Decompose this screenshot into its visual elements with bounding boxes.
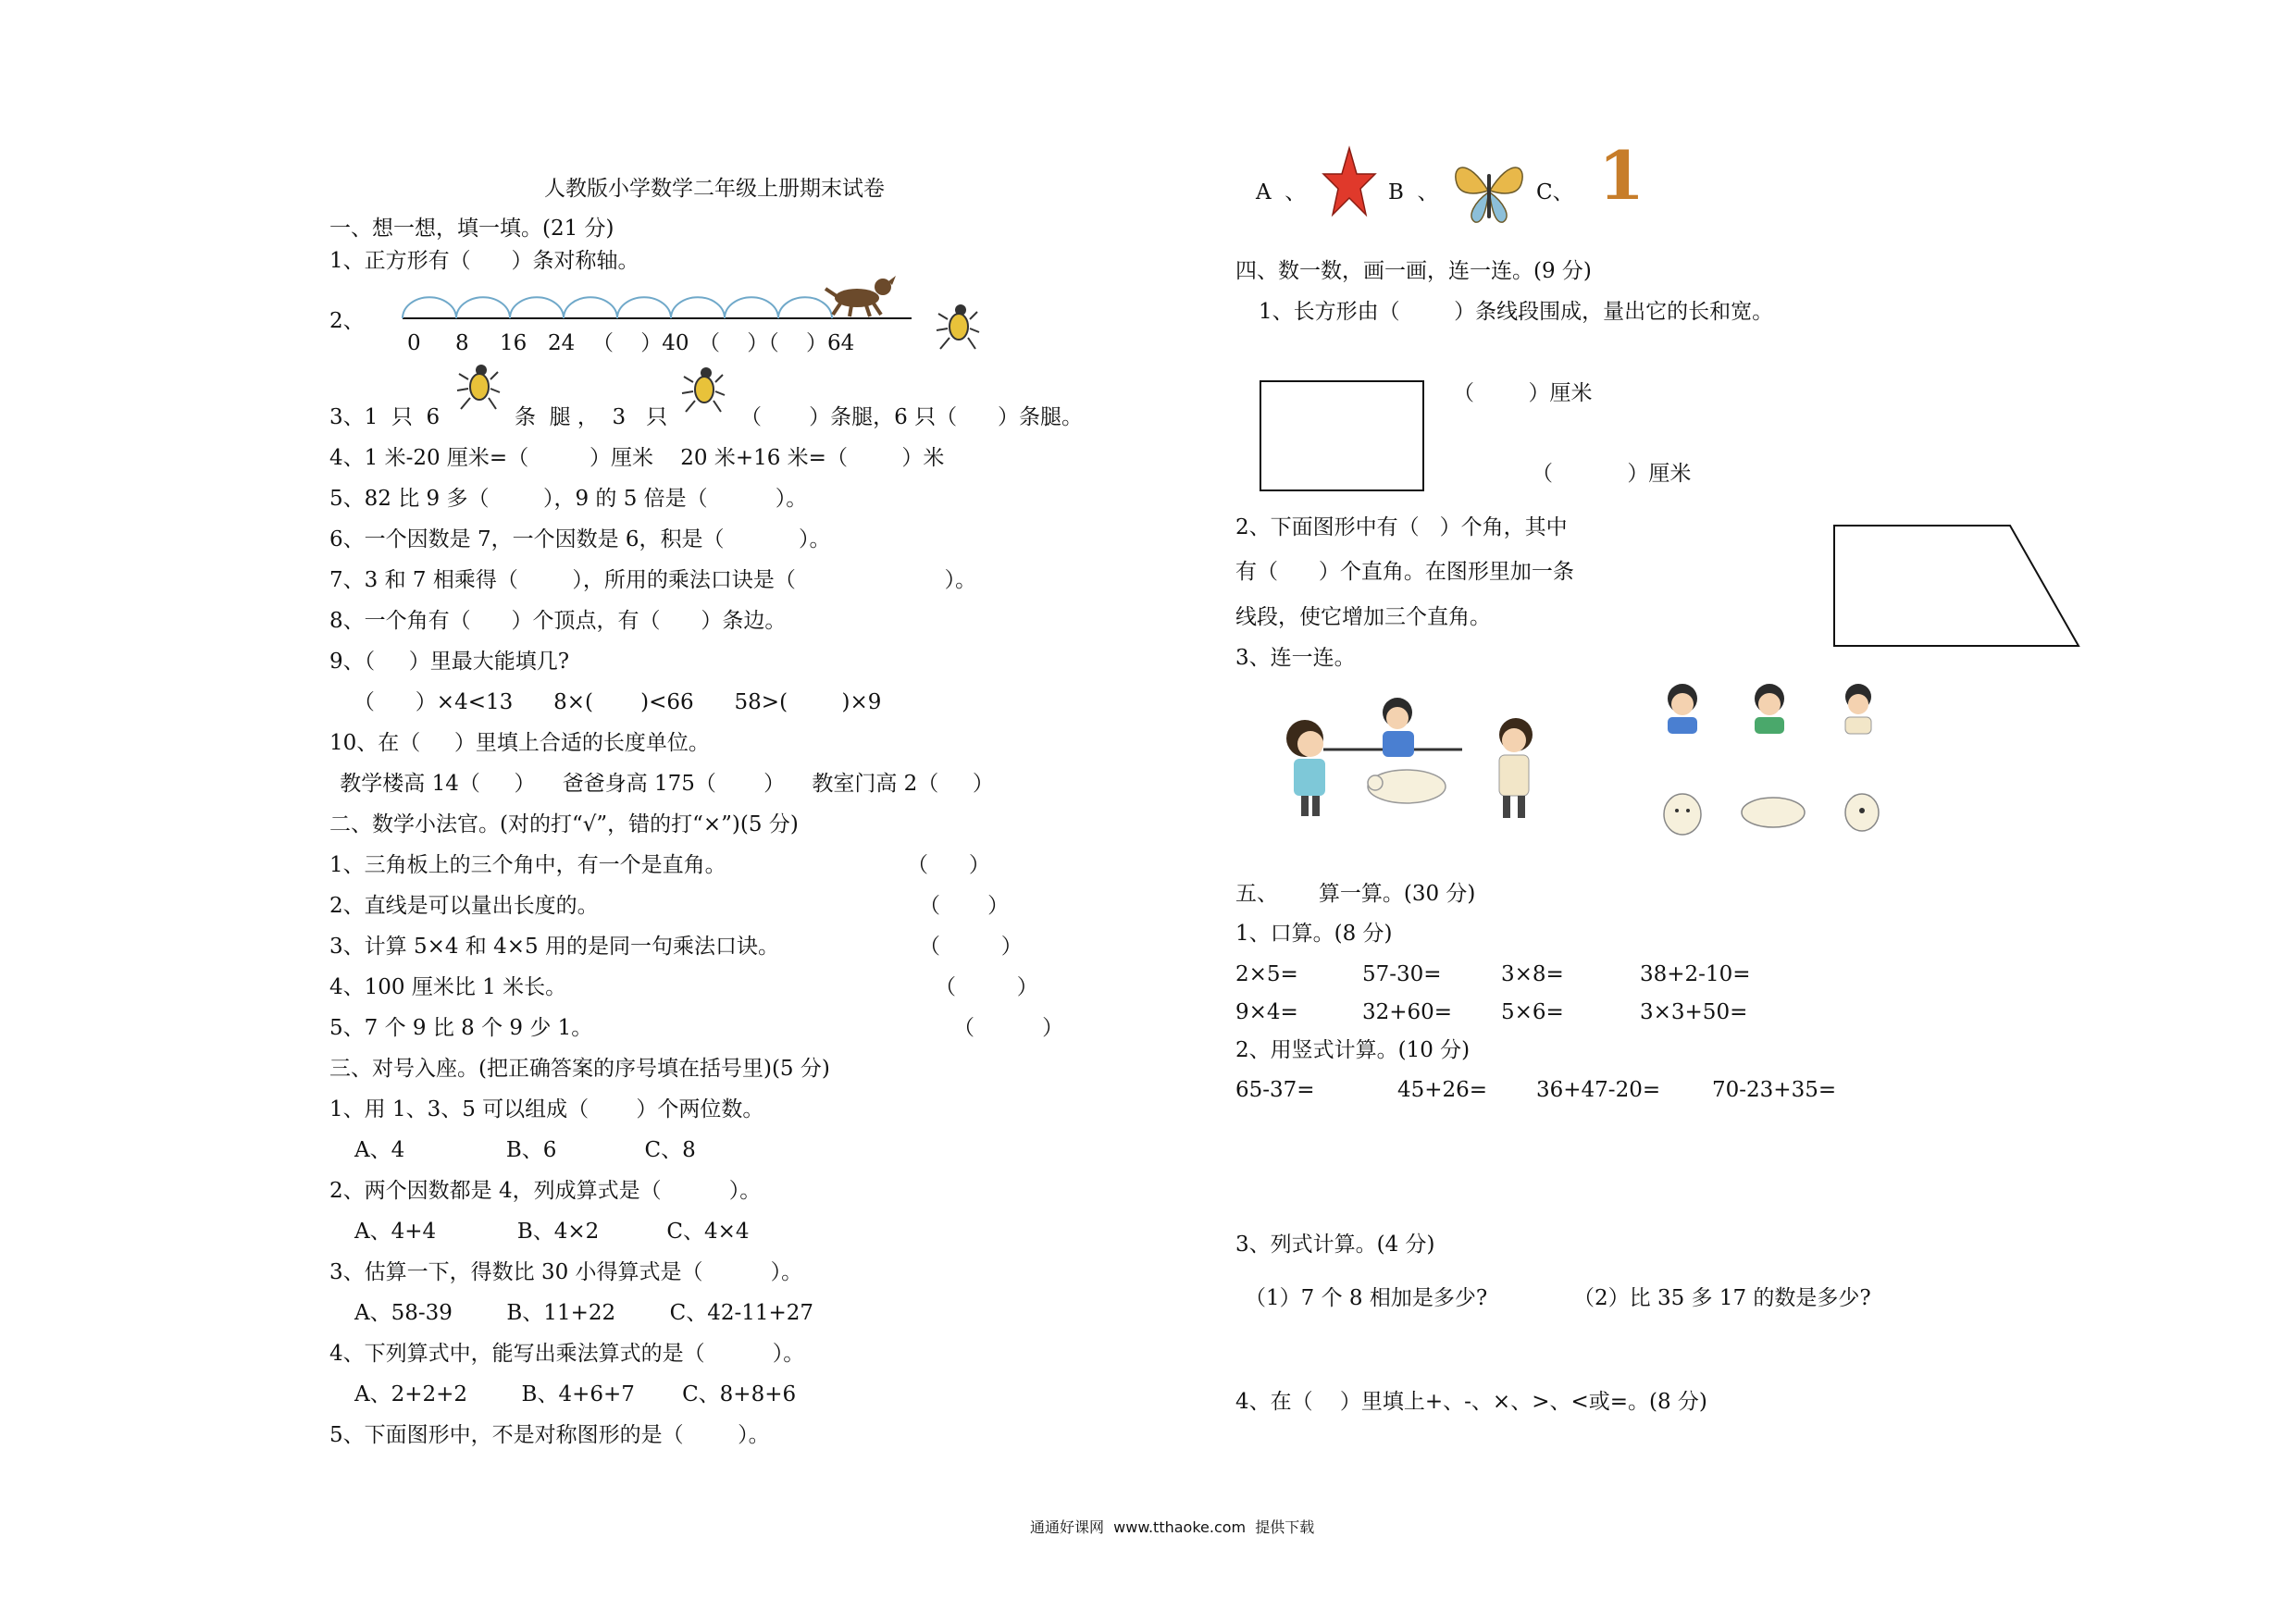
oral-2-4: 3×3+50=	[1640, 1000, 1748, 1024]
word-problem-2: （2）比 35 多 17 的数是多少?	[1573, 1286, 1871, 1310]
question-1-3-part-a: 3、1 只 6	[329, 405, 441, 429]
question-1-10: 10、在（ ）里填上合适的长度单位。	[329, 731, 710, 755]
question-4-2-line-3: 线段，使它增加三个直角。	[1235, 605, 1491, 629]
judge-item-5: 5、7 个 9 比 8 个 9 少 1。	[329, 1016, 593, 1040]
vertical-calc-1: 65-37=	[1235, 1078, 1315, 1102]
question-1-8: 8、一个角有（ ）个顶点，有（ ）条边。	[329, 609, 787, 633]
section-3-heading: 三、对号入座。(把正确答案的序号填在括号里)(5 分)	[329, 1057, 830, 1081]
butterfly-icon	[1449, 155, 1529, 226]
tick-64-blanks: （ ）（ ）64	[699, 331, 855, 355]
judge-item-4: 4、100 厘米比 1 米长。	[329, 975, 567, 999]
section-2-heading: 二、数学小法官。(对的打“√”，错的打“×”)(5 分)	[329, 812, 799, 836]
oral-1-1: 2×5=	[1235, 962, 1298, 986]
choice-question-3: 3、估算一下，得数比 30 小得算式是（ ）。	[329, 1260, 803, 1284]
star-icon	[1322, 146, 1377, 218]
question-1-9-items: （ ）×4<13 8×( )<66 58>( )×9	[333, 690, 882, 714]
question-1-5: 5、82 比 9 多（ ），9 的 5 倍是（ ）。	[329, 487, 808, 511]
tick-40-blank: （ ）40	[592, 331, 689, 355]
lamb-views	[1657, 785, 1897, 840]
question-1-10-items: 教学楼高 14（ ） 爸爸身高 175（ ） 教室门高 2（ ）	[333, 772, 994, 796]
oral-2-2: 32+60=	[1362, 1000, 1453, 1024]
option-a-label: A 、	[1256, 180, 1307, 204]
judge-item-2: 2、直线是可以量出长度的。	[329, 894, 599, 918]
oral-2-3: 5×6=	[1501, 1000, 1564, 1024]
length-blank: （ ）厘米	[1453, 381, 1593, 405]
vertical-calc-2: 45+26=	[1397, 1078, 1488, 1102]
question-5-1: 1、口算。(8 分)	[1235, 922, 1393, 946]
choice-options-2: A、4+4 B、4×2 C、4×4	[354, 1220, 750, 1244]
choice-question-1: 1、用 1、3、5 可以组成（ ）个两位数。	[329, 1097, 764, 1121]
question-1-7: 7、3 和 7 相乘得（ ），所用的乘法口诀是（ ）。	[329, 568, 977, 592]
judge-blank-1: （ ）	[907, 853, 990, 877]
trapezoid-figure	[1832, 524, 2082, 650]
insect-icon	[935, 301, 981, 354]
width-blank: （ ）厘米	[1532, 462, 1692, 486]
question-4-1: 1、长方形由（ ）条线段围成，量出它的长和宽。	[1259, 300, 1774, 324]
section-1-heading: 一、想一想，填一填。(21 分)	[329, 217, 614, 241]
question-4-3: 3、连一连。	[1235, 646, 1356, 670]
insect-icon	[455, 361, 502, 415]
choice-question-5: 5、下面图形中，不是对称图形的是（ ）。	[329, 1423, 770, 1447]
oral-1-3: 3×8=	[1501, 962, 1564, 986]
judge-blank-3: （ ）	[919, 935, 1023, 959]
page-title: 人教版小学数学二年级上册期末试卷	[544, 177, 885, 201]
option-b-label: B 、	[1388, 180, 1439, 204]
question-1-3-part-c: （ ）条腿，6 只（ ）条腿。	[740, 405, 1083, 429]
choice-question-4: 4、下列算式中，能写出乘法算式的是（ ）。	[329, 1342, 805, 1366]
section-5-heading: 五、 算一算。(30 分)	[1235, 882, 1476, 906]
question-5-3: 3、列式计算。(4 分)	[1235, 1233, 1435, 1257]
question-1-4: 4、1 米-20 厘米=（ ）厘米 20 米+16 米=（ ）米	[329, 446, 945, 470]
question-4-2-line-1: 2、下面图形中有（ ）个角，其中	[1235, 515, 1568, 539]
tick-0: 0	[407, 331, 421, 355]
tick-8: 8	[455, 331, 469, 355]
judge-blank-5: （ ）	[953, 1016, 1064, 1040]
judge-item-1: 1、三角板上的三个角中，有一个是直角。	[329, 853, 726, 877]
judge-blank-2: （ ）	[919, 894, 1010, 918]
question-5-4: 4、在（ ）里填上+、-、×、>、<或=。(8 分)	[1235, 1390, 1707, 1414]
choice-options-1: A、4 B、6 C、8	[354, 1138, 696, 1162]
tick-16: 16	[500, 331, 527, 355]
question-1-9: 9、（ ）里最大能填几?	[329, 650, 570, 674]
judge-blank-4: （ ）	[935, 975, 1038, 999]
question-1-2-label: 2、	[329, 309, 365, 333]
children-observing-illustration	[1268, 685, 1564, 824]
choice-options-4: A、2+2+2 B、4+6+7 C、8+8+6	[354, 1382, 797, 1406]
choice-question-2: 2、两个因数都是 4，列成算式是（ ）。	[329, 1179, 762, 1203]
judge-item-3: 3、计算 5×4 和 4×5 用的是同一句乘法口诀。	[329, 935, 779, 959]
footer-source: 通通好课网 www.tthaoke.com 提供下载	[1030, 1518, 1315, 1536]
vertical-calc-4: 70-23+35=	[1712, 1078, 1837, 1102]
choice-options-3: A、58-39 B、11+22 C、42-11+27	[354, 1301, 814, 1325]
option-c-label: C、	[1536, 180, 1574, 204]
section-4-heading: 四、数一数，画一画，连一连。(9 分)	[1235, 259, 1592, 283]
oral-2-1: 9×4=	[1235, 1000, 1298, 1024]
oral-1-4: 38+2-10=	[1640, 962, 1751, 986]
digit-one-figure: 1	[1598, 136, 1645, 215]
question-1-1: 1、正方形有（ ）条对称轴。	[329, 249, 639, 273]
oral-1-2: 57-30=	[1362, 962, 1442, 986]
vertical-calc-3: 36+47-20=	[1536, 1078, 1661, 1102]
question-1-3-part-b: 条 腿 ， 3 只	[515, 405, 668, 429]
insect-icon	[680, 364, 726, 417]
question-4-2-line-2: 有（ ）个直角。在图形里加一条	[1235, 560, 1574, 584]
question-5-2: 2、用竖式计算。(10 分)	[1235, 1038, 1471, 1062]
question-1-6: 6、一个因数是 7，一个因数是 6，积是（ ）。	[329, 527, 831, 551]
dog-icon	[824, 270, 898, 318]
word-problem-1: （1）7 个 8 相加是多少?	[1245, 1286, 1488, 1310]
child-face-views	[1657, 680, 1897, 736]
tick-24: 24	[548, 331, 576, 355]
rectangle-figure	[1260, 380, 1426, 493]
